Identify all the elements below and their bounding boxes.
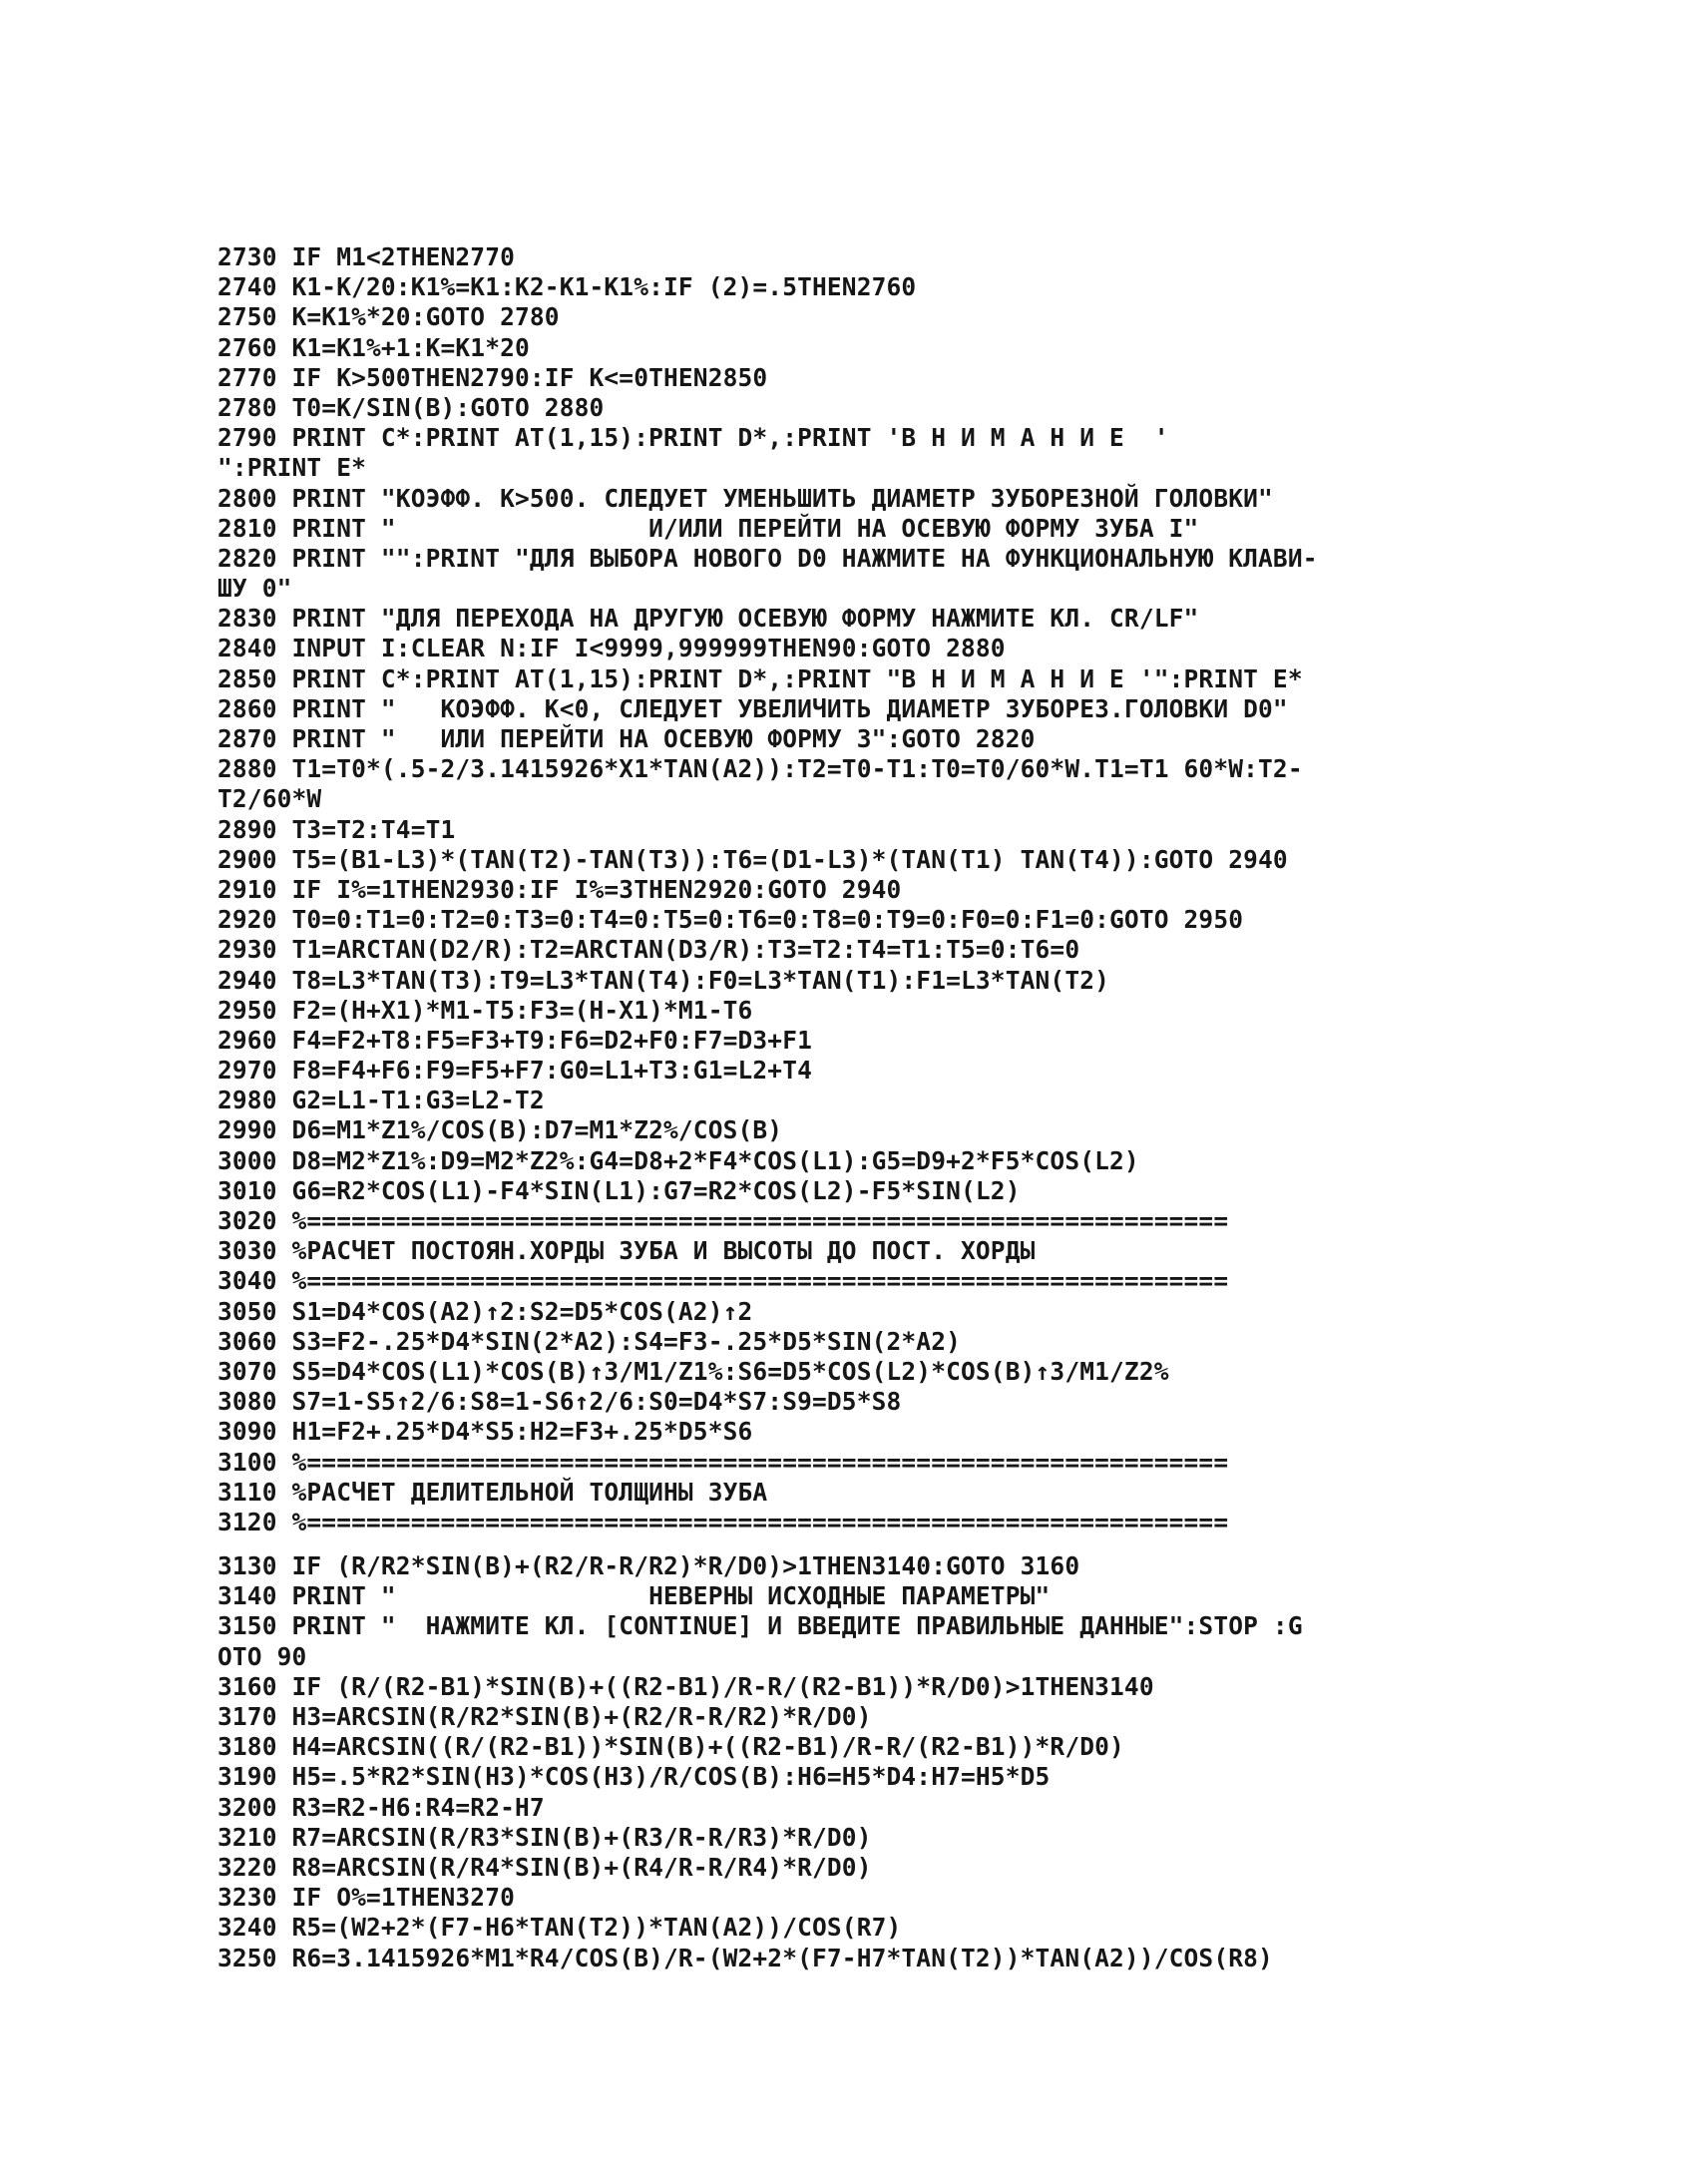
code-line: 3140 PRINT " НЕВЕРНЫ ИСХОДНЫЕ ПАРАМЕТРЫ" (217, 1581, 1051, 1611)
code-line: 2950 F2=(H+X1)*M1-T5:F3=(H-X1)*M1-T6 (217, 995, 753, 1025)
code-line: OTO 90 (217, 1641, 307, 1671)
code-line: 2800 PRINT "КОЭФФ. K>500. СЛЕДУЕТ УМЕНЬШИТЬ ДИАМЕТР ЗУБОРЕЗНОЙ ГОЛОВКИ" (217, 483, 1273, 513)
code-line: 3150 PRINT " НАЖМИТЕ КЛ. [CONTINUE] И ВВЕДИТЕ ПРАВИЛЬНЫЕ ДАННЫЕ":STOP :G (217, 1611, 1303, 1641)
code-line: 2930 T1=ARCTAN(D2/R):T2=ARCTAN(D3/R):T3=T2:T4=T1:T5=0:T6=0 (217, 935, 1080, 965)
code-line: 2780 T0=K/SIN(B):GOTO 2880 (217, 392, 605, 422)
code-line: 3170 H3=ARCSIN(R/R2*SIN(B)+(R2/R-R/R2)*R/D0) (217, 1702, 872, 1731)
code-line: 2770 IF K>500THEN2790:IF K<=0THEN2850 (217, 362, 768, 392)
code-line: 2850 PRINT C*:PRINT AT(1,15):PRINT D*,:PRINT "В Н И М А Н И Е '":PRINT E* (217, 663, 1303, 693)
code-line: 3070 S5=D4*COS(L1)*COS(B)↑3/M1/Z1%:S6=D5*COS(L2)*COS(B)↑3/M1/Z2% (217, 1356, 1169, 1386)
code-line: 3030 %РАСЧЕТ ПОСТОЯН.ХОРДЫ ЗУБА И ВЫСОТЫ ДО ПОСТ. ХОРДЫ (217, 1236, 1036, 1266)
listing-block-2 (217, 1551, 1534, 1973)
code-line: 3120 %============================================================== (217, 1507, 1229, 1536)
code-line: 2880 T1=T0*(.5-2/3.1415926*X1*TAN(A2)):T2=T0-T1:T0=T0/60*W.T1=T1 60*W:T2- (217, 754, 1303, 784)
code-line: 2870 PRINT " ИЛИ ПЕРЕЙТИ НА ОСЕВУЮ ФОРМУ 3":GOTO 2820 (217, 724, 1036, 753)
code-line: 3240 R5=(W2+2*(F7-H6*TAN(T2))*TAN(A2))/COS(R7) (217, 1913, 902, 1943)
code-line: 2890 T3=T2:T4=T1 (217, 814, 456, 844)
code-line: 2790 PRINT C*:PRINT AT(1,15):PRINT D*,:PRINT 'В Н И М А Н И Е ' (217, 423, 1169, 453)
code-line: 2760 K1=K1%+1:K=K1*20 (217, 332, 530, 362)
code-line: ":PRINT E* (217, 453, 367, 483)
code-line: 3020 %============================================================== (217, 1206, 1229, 1235)
code-line: 3200 R3=R2-H6:R4=R2-H7 (217, 1792, 545, 1822)
code-line: 3160 IF (R/(R2-B1)*SIN(B)+((R2-B1)/R-R/(R2-B1))*R/D0)>1THEN3140 (217, 1671, 1154, 1701)
code-line: 2980 G2=L1-T1:G3=L2-T2 (217, 1086, 545, 1115)
code-line: 2900 T5=(B1-L3)*(TAN(T2)-TAN(T3)):T6=(D1-L3)*(TAN(T1) TAN(T4)):GOTO 2940 (217, 844, 1288, 874)
code-line: 2970 F8=F4+F6:F9=F5+F7:G0=L1+T3:G1=L2+T4 (217, 1056, 813, 1086)
code-line: 2830 PRINT "ДЛЯ ПЕРЕХОДА НА ДРУГУЮ ОСЕВУЮ ФОРМУ НАЖМИТЕ КЛ. CR/LF" (217, 604, 1199, 634)
code-line: 3060 S3=F2-.25*D4*SIN(2*A2):S4=F3-.25*D5*SIN(2*A2) (217, 1326, 962, 1356)
code-line: 3190 H5=.5*R2*SIN(H3)*COS(H3)/R/COS(B):H6=H5*D4:H7=H5*D5 (217, 1762, 1051, 1792)
code-line: 3000 D8=M2*Z1%:D9=M2*Z2%:G4=D8+2*F4*COS(L1):G5=D9+2*F5*COS(L2) (217, 1145, 1139, 1175)
code-line: 2860 PRINT " КОЭФФ. K<0, СЛЕДУЕТ УВЕЛИЧИТЬ ДИАМЕТР ЗУБОРЕЗ.ГОЛОВКИ D0" (217, 693, 1288, 723)
code-line: 2940 T8=L3*TAN(T3):T9=L3*TAN(T4):F0=L3*TAN(T1):F1=L3*TAN(T2) (217, 965, 1110, 995)
code-line: 2730 IF M1<2THEN2770 (217, 242, 516, 271)
code-line: 3090 H1=F2+.25*D4*S5:H2=F3+.25*D5*S6 (217, 1417, 753, 1447)
code-line: 2810 PRINT " И/ИЛИ ПЕРЕЙТИ НА ОСЕВУЮ ФОРМУ ЗУБА I" (217, 513, 1199, 543)
code-line: 3220 R8=ARCSIN(R/R4*SIN(B)+(R4/R-R/R4)*R/D0) (217, 1852, 872, 1882)
code-line: 2820 PRINT "":PRINT "ДЛЯ ВЫБОРА НОВОГО D0 НАЖМИТЕ НА ФУНКЦИОНАЛЬНУЮ КЛАВИ- (217, 543, 1318, 573)
code-line: 2910 IF I%=1THEN2930:IF I%=3THEN2920:GOTO 2940 (217, 874, 902, 904)
code-line: T2/60*W (217, 784, 322, 814)
code-line: 3010 G6=R2*COS(L1)-F4*SIN(L1):G7=R2*COS(L2)-F5*SIN(L2) (217, 1175, 1021, 1205)
code-line: 3080 S7=1-S5↑2/6:S8=1-S6↑2/6:S0=D4*S7:S9=D5*S8 (217, 1387, 902, 1417)
code-line: 2920 T0=0:T1=0:T2=0:T3=0:T4=0:T5=0:T6=0:T8=0:T9=0:F0=0:F1=0:GOTO 2950 (217, 905, 1244, 935)
code-line: 3110 %РАСЧЕТ ДЕЛИТЕЛЬНОЙ ТОЛЩИНЫ ЗУБА (217, 1477, 768, 1507)
code-line: 3230 IF O%=1THEN3270 (217, 1883, 516, 1913)
code-line: 3050 S1=D4*COS(A2)↑2:S2=D5*COS(A2)↑2 (217, 1296, 753, 1326)
code-line: 3250 R6=3.1415926*M1*R4/COS(B)/R-(W2+2*(F7-H7*TAN(T2))*TAN(A2))/COS(R8) (217, 1943, 1273, 1972)
code-line: ШУ 0" (217, 574, 292, 604)
listing-block-1 (217, 242, 1534, 1537)
code-line: 3100 %============================================================== (217, 1447, 1229, 1477)
code-line: 2750 K=K1%*20:GOTO 2780 (217, 302, 560, 332)
code-line: 2960 F4=F2+T8:F5=F3+T9:F6=D2+F0:F7=D3+F1 (217, 1025, 813, 1055)
code-line: 3180 H4=ARCSIN((R/(R2-B1))*SIN(B)+((R2-B1)/R-R/(R2-B1))*R/D0) (217, 1732, 1124, 1762)
code-line: 2840 INPUT I:CLEAR N:IF I<9999,999999THEN90:GOTO 2880 (217, 634, 1006, 663)
code-line: 3210 R7=ARCSIN(R/R3*SIN(B)+(R3/R-R/R3)*R/D0) (217, 1822, 872, 1852)
code-line: 2740 K1-K/20:K1%=K1:K2-K1-K1%:IF (2)=.5THEN2760 (217, 272, 917, 302)
listing-gap (217, 1537, 1534, 1551)
code-line: 3040 %============================================================== (217, 1266, 1229, 1296)
program-listing (217, 242, 1534, 1973)
code-line: 3130 IF (R/R2*SIN(B)+(R2/R-R/R2)*R/D0)>1THEN3140:GOTO 3160 (217, 1551, 1080, 1581)
code-line: 2990 D6=M1*Z1%/COS(B):D7=M1*Z2%/COS(B) (217, 1115, 783, 1145)
